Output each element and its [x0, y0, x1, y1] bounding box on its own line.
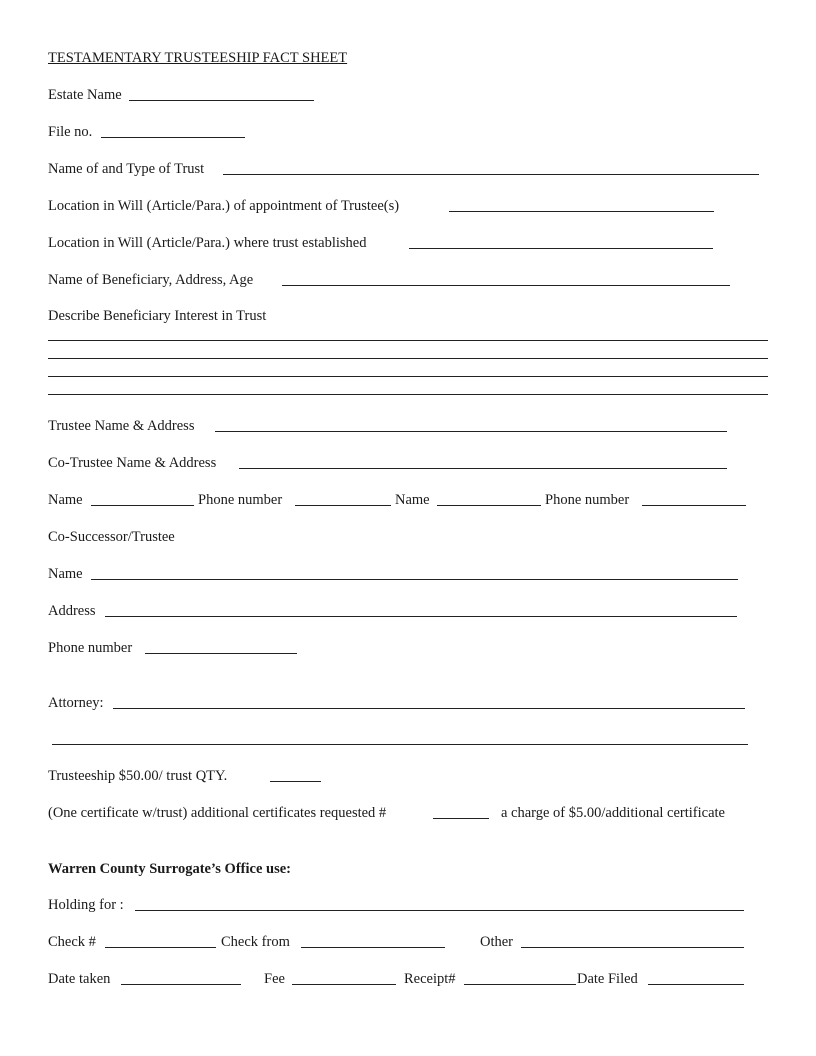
name-input-1[interactable] [91, 487, 198, 504]
date-taken-label: Date taken [48, 971, 111, 987]
check-no-input[interactable] [105, 929, 220, 946]
date-row [48, 969, 768, 989]
name-label-2: Name [395, 492, 430, 508]
co-trustee-field[interactable] [239, 468, 727, 469]
successor-address-input[interactable] [105, 598, 741, 615]
location-established-input[interactable] [409, 230, 717, 247]
check-no-field[interactable] [105, 947, 216, 948]
certificate-charge-label: a charge of $5.00/additional certificate [501, 805, 725, 821]
phone-field-1[interactable] [295, 505, 391, 506]
location-appointment-field[interactable] [449, 211, 714, 212]
estate-name-label: Estate Name [48, 87, 122, 103]
form-title: TESTAMENTARY TRUSTEESHIP FACT SHEET [48, 50, 348, 66]
name-label-1: Name [48, 492, 83, 508]
date-filed-field[interactable] [648, 984, 744, 985]
phone-input-2[interactable] [642, 487, 750, 504]
date-filed-label: Date Filed [577, 971, 638, 987]
beneficiary-label: Name of Beneficiary, Address, Age [48, 272, 254, 288]
receipt-label: Receipt# [404, 971, 456, 987]
attorney-input-2[interactable] [52, 725, 752, 743]
successor-name-input[interactable] [91, 561, 742, 578]
location-appointment-row [48, 196, 768, 216]
successor-address-label: Address [48, 603, 96, 619]
beneficiary-row [48, 270, 768, 290]
date-taken-input[interactable] [121, 966, 245, 983]
receipt-input[interactable] [464, 966, 580, 983]
successor-name-label: Name [48, 566, 83, 582]
file-no-input[interactable] [101, 119, 249, 136]
trust-name-type-input[interactable] [223, 156, 763, 173]
certificates-label: (One certificate w/trust) additional certificates requested # [48, 805, 387, 821]
beneficiary-interest-line-4[interactable] [48, 394, 768, 395]
beneficiary-interest-input-2[interactable] [48, 339, 772, 357]
trustee-row [48, 416, 768, 436]
attorney-input[interactable] [113, 690, 749, 707]
fee-label: Fee [264, 971, 285, 987]
location-established-label: Location in Will (Article/Para.) where trust established [48, 235, 367, 251]
trustee-field[interactable] [215, 431, 727, 432]
location-established-row [48, 233, 768, 253]
file-no-row [48, 122, 768, 142]
fee-input[interactable] [292, 966, 400, 983]
estate-name-input[interactable] [129, 82, 318, 99]
trustee-label: Trustee Name & Address [48, 418, 195, 434]
estate-name-row [48, 85, 768, 105]
phone-field-2[interactable] [642, 505, 746, 506]
successor-phone-row [48, 638, 768, 658]
location-appointment-input[interactable] [449, 193, 718, 210]
trustee-input[interactable] [215, 413, 731, 430]
trusteeship-qty-field[interactable] [270, 781, 321, 782]
successor-address-field[interactable] [105, 616, 737, 617]
name-field-1[interactable] [91, 505, 194, 506]
co-trustee-row [48, 453, 768, 473]
name-input-2[interactable] [437, 487, 545, 504]
check-row [48, 932, 768, 952]
phone-input-1[interactable] [295, 487, 395, 504]
other-input[interactable] [521, 929, 748, 946]
name-field-2[interactable] [437, 505, 541, 506]
co-trustee-input[interactable] [239, 450, 731, 467]
check-no-label: Check # [48, 934, 96, 950]
estate-name-field[interactable] [129, 100, 314, 101]
holding-for-row [48, 895, 768, 915]
other-field[interactable] [521, 947, 744, 948]
trust-name-type-label: Name of and Type of Trust [48, 161, 205, 177]
successor-phone-label: Phone number [48, 640, 133, 656]
co-successor-heading: Co-Successor/Trustee [48, 529, 175, 545]
beneficiary-interest-input-1[interactable] [48, 321, 772, 339]
trusteeship-qty-input[interactable] [270, 763, 325, 780]
attorney-field[interactable] [113, 708, 745, 709]
check-from-input[interactable] [301, 929, 449, 946]
successor-phone-field[interactable] [145, 653, 297, 654]
co-trustee-label: Co-Trustee Name & Address [48, 455, 217, 471]
trusteeship-fee-label: Trusteeship $50.00/ trust QTY. [48, 768, 228, 784]
date-filed-input[interactable] [648, 966, 748, 983]
attorney-row [48, 693, 768, 713]
attorney-label: Attorney: [48, 695, 104, 711]
certificates-count-field[interactable] [433, 818, 489, 819]
successor-name-field[interactable] [91, 579, 738, 580]
holding-for-field[interactable] [135, 910, 744, 911]
location-established-field[interactable] [409, 248, 713, 249]
beneficiary-field[interactable] [282, 285, 730, 286]
holding-for-label: Holding for : [48, 897, 124, 913]
beneficiary-interest-input-3[interactable] [48, 357, 772, 375]
co-successor-row [48, 527, 768, 547]
holding-for-input[interactable] [135, 892, 748, 909]
location-appointment-label: Location in Will (Article/Para.) of appointment of Trustee(s) [48, 198, 400, 214]
certificates-count-input[interactable] [433, 800, 493, 817]
successor-name-row [48, 564, 768, 584]
attorney-line-2[interactable] [52, 744, 748, 745]
office-use-row [48, 859, 768, 879]
phone-label-2: Phone number [545, 492, 630, 508]
phone-label-1: Phone number [198, 492, 283, 508]
trust-name-type-row [48, 159, 768, 179]
name-phone-row [48, 490, 768, 510]
receipt-field[interactable] [464, 984, 576, 985]
trust-name-type-field[interactable] [223, 174, 759, 175]
successor-address-row [48, 601, 768, 621]
beneficiary-interest-input-4[interactable] [48, 375, 772, 393]
office-use-heading: Warren County Surrogate’s Office use: [48, 861, 291, 877]
fee-field[interactable] [292, 984, 396, 985]
check-from-field[interactable] [301, 947, 445, 948]
successor-phone-input[interactable] [145, 635, 301, 652]
beneficiary-interest-label: Describe Beneficiary Interest in Trust [48, 308, 267, 324]
certificates-row [48, 803, 768, 823]
date-taken-field[interactable] [121, 984, 241, 985]
file-no-field[interactable] [101, 137, 245, 138]
other-label: Other [480, 934, 514, 950]
file-no-label: File no. [48, 124, 93, 140]
check-from-label: Check from [221, 934, 290, 950]
beneficiary-input[interactable] [282, 267, 734, 284]
trusteeship-fee-row [48, 766, 768, 786]
